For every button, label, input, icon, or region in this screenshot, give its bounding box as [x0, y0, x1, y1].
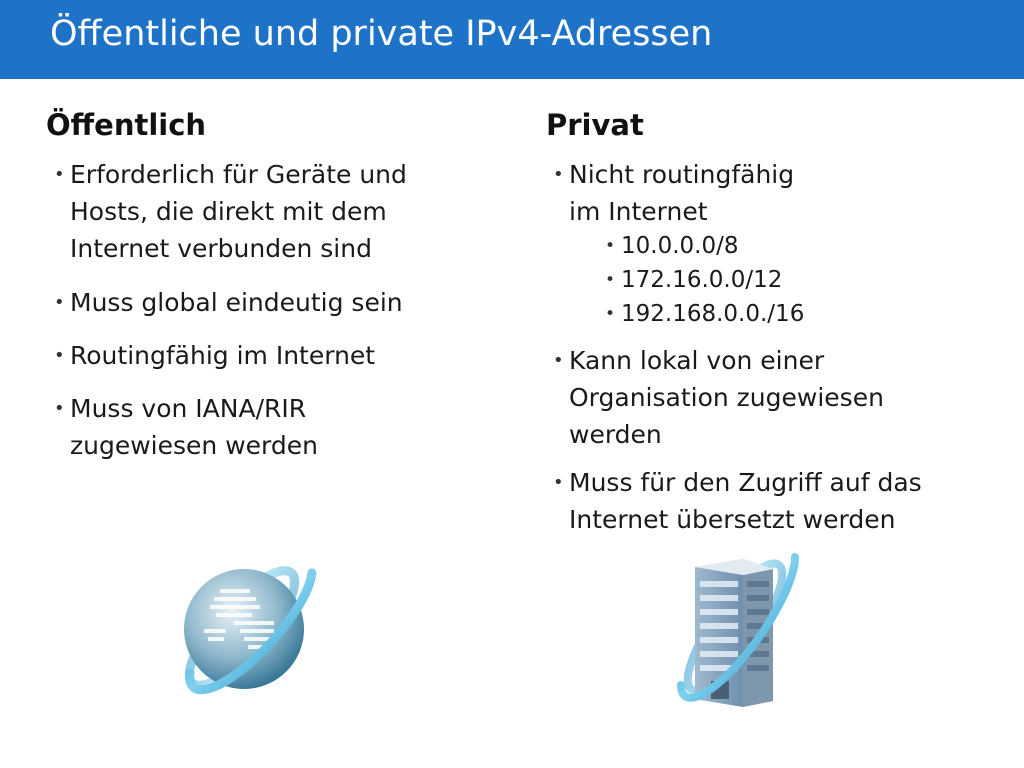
globe-with-orbit-icon	[160, 545, 325, 710]
public-bullet-3	[54, 337, 375, 374]
private-bullet-3-line-1: • Muss für den Zugriff auf das	[569, 468, 922, 497]
private-bullet-2	[553, 342, 884, 453]
public-bullet-2-line-1: • Muss global eindeutig sein	[70, 288, 403, 317]
public-bullet-1-line-2: Hosts, die direkt mit dem	[70, 197, 387, 226]
public-bullet-1-line-1: • Erforderlich für Geräte und	[70, 160, 407, 189]
private-range-1: • 10.0.0.0/8	[605, 229, 738, 263]
public-bullet-4	[54, 390, 318, 464]
public-bullet-3-line-1: • Routingfähig im Internet	[70, 341, 376, 370]
public-bullet-4-line-2: zugewiesen werden	[70, 431, 318, 460]
public-heading: Öffentlich	[46, 108, 207, 142]
private-bullet-1-line-1: • Nicht routingfähig	[569, 160, 795, 189]
private-range-2: • 172.16.0.0/12	[605, 263, 782, 297]
private-bullet-3	[553, 464, 922, 538]
private-bullet-1	[553, 156, 794, 230]
slide-title: Öffentliche und private IPv4-Adressen	[50, 14, 713, 54]
private-bullet-2-line-2: Organisation zugewiesen	[569, 383, 884, 412]
public-bullet-1	[54, 156, 407, 267]
private-bullet-2-line-1: • Kann lokal von einer	[569, 346, 825, 375]
private-bullet-2-line-3: werden	[569, 420, 662, 449]
private-bullet-3-line-2: Internet übersetzt werden	[569, 505, 896, 534]
title-bar	[0, 0, 1024, 79]
public-bullet-4-line-1: • Muss von IANA/RIR	[70, 394, 307, 423]
public-bullet-2	[54, 284, 403, 321]
private-heading: Privat	[546, 108, 644, 142]
office-building-with-orbit-icon	[655, 545, 815, 715]
private-range-3: • 192.168.0.0./16	[605, 297, 804, 331]
private-bullet-1-line-2: im Internet	[569, 197, 708, 226]
public-bullet-1-line-3: Internet verbunden sind	[70, 234, 372, 263]
